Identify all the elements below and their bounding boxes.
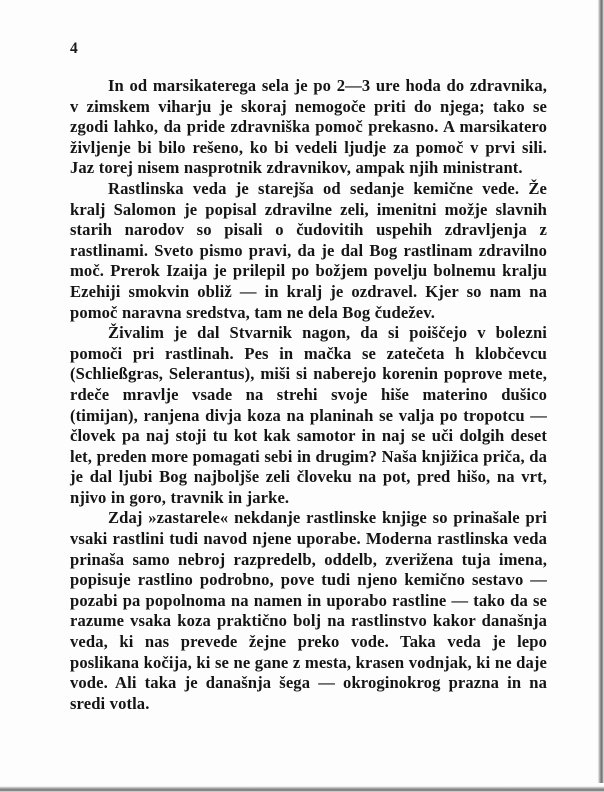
- page-number: 4: [70, 40, 78, 57]
- paragraph-1: In od marsikaterega sela je po 2—3 ure hoda do zdravnika, v zimskem viharju je skoraj nemogoče priti do njega; tako se zgodi lahko, da pride zdravniška pomoč prekasno. A marsikatero življenje bi bilo rešeno, ko bi vedeli ljudje za pomoč v prvi sili. Jaz torej nisem nasprotnik zdravnikov, ampak njih ministrant.: [70, 76, 547, 178]
- paragraph-3: Živalim je dal Stvarnik nagon, da si poiščejo v bolezni pomoči pri rastlinah. Pes in mačka se zatečeta h klobčevcu (Schließgras, Selerantus), miši si naberejo korenin poprove mete, rdeče mravlje vsade na strehi svoje hiše materino dušico (timijan), ranjena divja koza na planinah se valja po tropotcu — človek pa naj stoji tu kot kak samotor in naj se uči dolgih deset let, preden more pomagati sebi in drugim? Naša knjižica priča, da je dal ljubi Bog najboljše zeli človeku na pot, pred hišo, na vrt, njivo in goro, travnik in jarke.: [70, 323, 547, 507]
- scan-edge-right-shadow: [594, 0, 604, 792]
- scan-edge-bottom-shadow: [0, 783, 604, 792]
- paragraph-2: Rastlinska veda je starejša od sedanje kemične vede. Že kralj Salomon je popisal zdravilne zeli, imenitni možje slavnih starih narodov so pisali o čudovitih uspehih zdravljenja z rastlinami. Sveto pismo pravi, da je dal Bog rastlinam zdravilno moč. Prerok Izaija je prilepil po božjem povelju bolnemu kralju Ezehiji smokvin obliž — in kralj je ozdravel. Kjer so nam na pomoč naravna sredstva, tam ne dela Bog čudežev.: [70, 178, 547, 322]
- body-text: [70, 76, 547, 714]
- paragraph-4: Zdaj »zastarele« nekdanje rastlinske knjige so prinašale pri vsaki rastlini tudi navod njene uporabe. Moderna rastlinska veda prinaša samo nebroj razpredelb, oddelb, zverižena tuja imena, popisuje rastlino podrobno, pove tudi njeno kemično sestavo — pozabi pa popolnoma na namen in uporabo rastline — tako da se razume vsaka koza praktično bolj na rastlinstvo kakor današnja veda, ki nas prevede žejne preko vode. Taka veda je lepo poslikana kočija, ki se ne gane z mesta, krasen vodnjak, ki ne daje vode. Ali taka je današnja šega — okroginokrog prazna in na sredi votla.: [70, 508, 547, 713]
